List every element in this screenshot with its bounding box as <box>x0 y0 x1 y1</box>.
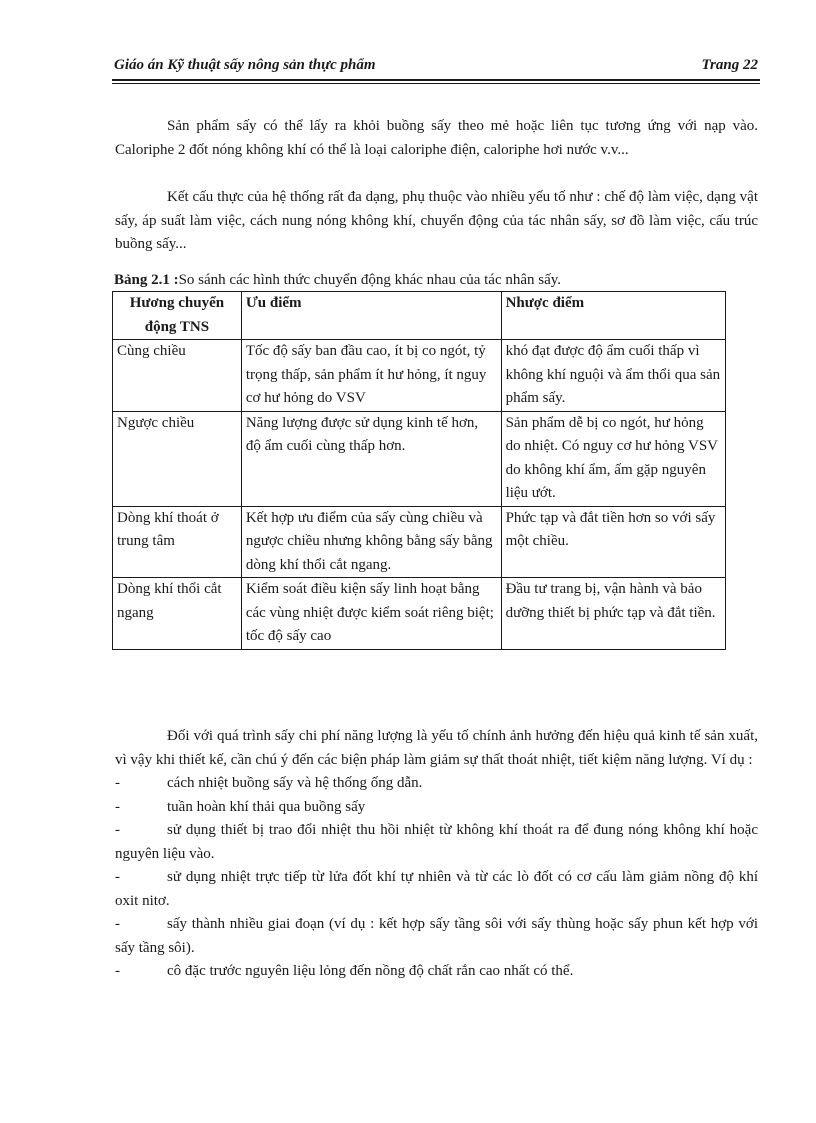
list-item-text: cô đặc trước nguyên liệu lỏng đến nồng độ chất rắn cao nhất có thể. <box>167 963 574 979</box>
energy-section <box>115 725 758 984</box>
comparison-table <box>112 291 726 650</box>
header-advantages: Ưu điểm <box>241 292 501 340</box>
header-page-number: Trang 22 <box>701 57 758 73</box>
cell-advantage: Kiểm soát điều kiện sấy linh hoạt bằng các vùng nhiệt được kiểm soát riêng biệt; tốc độ sấy cao <box>241 578 501 650</box>
list-item <box>115 772 758 796</box>
cell-direction: Dòng khí thoát ở trung tâm <box>113 506 242 578</box>
list-bullet: - <box>115 775 120 791</box>
table-caption-text: So sánh các hình thức chuyển động khác nhau của tác nhân sấy. <box>178 272 562 288</box>
list-bullet: - <box>115 869 120 885</box>
paragraph-3: Đối với quá trình sấy chi phí năng lượng là yếu tố chính ảnh hưởng đến hiệu quả kinh tế sản xuất, vì vậy khi thiết kế, cần chú ý đến các biện pháp làm giảm sự thất thoát nhiệt, tiết kiệm năng lượng. Ví dụ : <box>115 728 758 768</box>
list-item-text: tuần hoàn khí thải qua buồng sấy <box>167 798 366 815</box>
table-row <box>113 340 726 412</box>
table-caption-label: Bảng 2.1 : <box>114 272 179 288</box>
list-item <box>115 866 758 913</box>
header-title: Giáo án Kỹ thuật sấy nông sản thực phẩm <box>114 57 376 73</box>
table-caption <box>114 270 758 290</box>
header-disadvantages: Nhược điểm <box>501 292 725 340</box>
list-item-text: cách nhiệt buồng sấy và hệ thống ống dẫn. <box>167 775 423 791</box>
paragraph-output <box>115 115 758 162</box>
cell-advantage: Năng lượng được sử dụng kinh tế hơn, độ ẩm cuối cùng thấp hơn. <box>241 411 501 506</box>
table-row <box>113 506 726 578</box>
table-row <box>113 411 726 506</box>
list-item <box>115 796 758 820</box>
cell-direction: Ngược chiều <box>113 411 242 506</box>
paragraph-structure <box>115 186 758 257</box>
cell-disadvantage: khó đạt được độ ẩm cuối thấp vì không khí nguội và ẩm thổi qua sản phẩm sấy. <box>501 340 725 412</box>
list-item <box>115 913 758 960</box>
list-item-text: sấy thành nhiều giai đoạn (ví dụ : kết hợp sấy tầng sôi với sấy thùng hoặc sấy phun kết hợp với sấy tầng sôi). <box>115 916 758 956</box>
paragraph-2: Kết cấu thực của hệ thống rất đa dạng, phụ thuộc vào nhiều yếu tố như : chế độ làm việc, dạng vật sấy, áp suất làm việc, cách nung nóng không khí, chuyển động của tác nhân sấy, sơ đồ làm việc, cấu trúc buồng sấy... <box>115 189 758 252</box>
table-row <box>113 578 726 650</box>
header-rule-thin <box>112 83 760 84</box>
cell-advantage: Tốc độ sấy ban đầu cao, ít bị co ngót, tỷ trọng thấp, sản phẩm ít hư hỏng, ít nguy cơ hư hỏng do VSV <box>241 340 501 412</box>
energy-saving-list <box>115 772 758 984</box>
cell-disadvantage: Phức tạp và đắt tiền hơn so với sấy một chiều. <box>501 506 725 578</box>
paragraph-1: Sản phẩm sấy có thể lấy ra khỏi buồng sấy theo mẻ hoặc liên tục tương ứng với nạp vào. Caloriphe 2 đốt nóng không khí có thể là loại caloriphe điện, caloriphe hơi nước v.v... <box>115 118 758 158</box>
list-item-text: sử dụng thiết bị trao đổi nhiệt thu hồi nhiệt từ không khí thoát ra để đung nóng không khí hoặc nguyên liệu vào. <box>115 822 758 862</box>
list-bullet: - <box>115 963 120 979</box>
page-header <box>114 55 758 75</box>
list-bullet: - <box>115 822 120 838</box>
cell-disadvantage: Đầu tư trang bị, vận hành và bảo dưỡng thiết bị phức tạp và đắt tiền. <box>501 578 725 650</box>
list-item <box>115 960 758 984</box>
list-bullet: - <box>115 916 120 932</box>
list-item-text: sử dụng nhiệt trực tiếp từ lửa đốt khí tự nhiên và từ các lò đốt có cơ cấu làm giảm nồng độ khí oxit nitơ. <box>115 869 758 909</box>
header-rule-thick <box>112 79 760 81</box>
table-header-row <box>113 292 726 340</box>
cell-direction: Dòng khí thổi cắt ngang <box>113 578 242 650</box>
list-item <box>115 819 758 866</box>
list-bullet: - <box>115 798 120 815</box>
cell-disadvantage: Sản phẩm dễ bị co ngót, hư hỏng do nhiệt. Có nguy cơ hư hỏng VSV do không khí ẩm, ấm gặp nguyên liệu ướt. <box>501 411 725 506</box>
cell-advantage: Kết hợp ưu điểm của sấy cùng chiều và ngược chiều nhưng không bằng sấy bằng dòng khí thổi cắt ngang. <box>241 506 501 578</box>
header-direction: Hương chuyển động TNS <box>113 292 242 340</box>
cell-direction: Cùng chiều <box>113 340 242 412</box>
